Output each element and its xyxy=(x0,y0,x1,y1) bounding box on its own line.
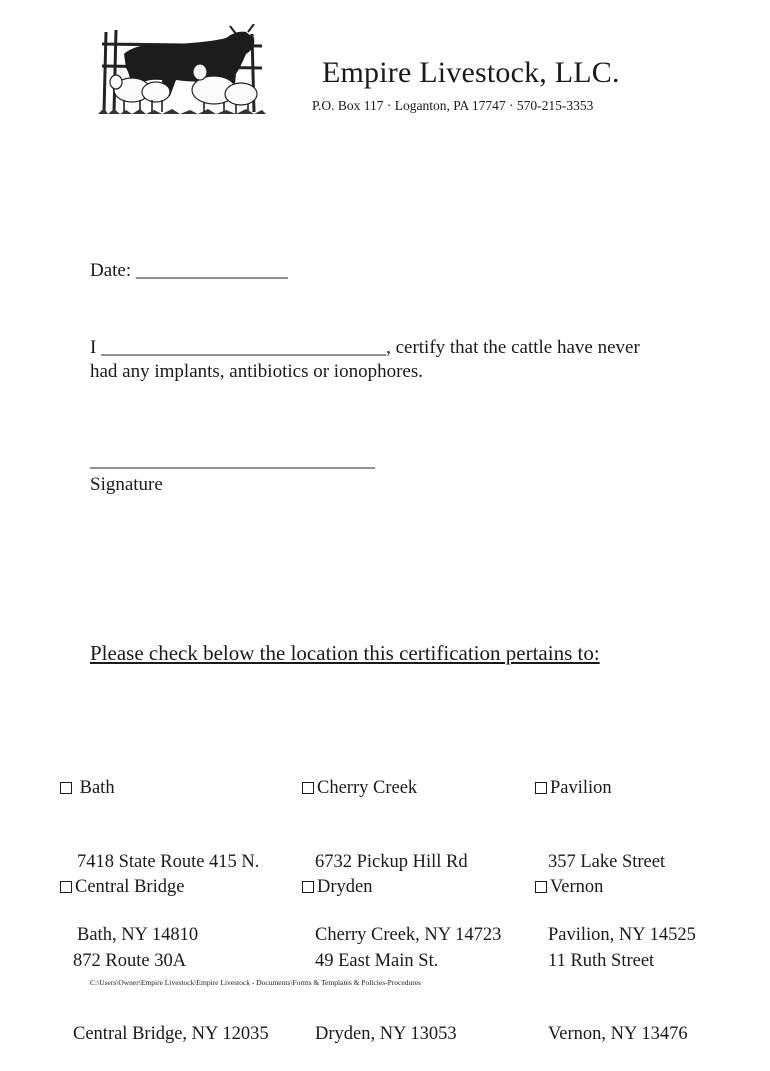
signature-label: Signature xyxy=(90,474,163,495)
cattle-and-sheep-logo-icon xyxy=(96,24,268,118)
date-field[interactable]: Date: ________________ xyxy=(90,260,288,281)
checkbox-vernon[interactable] xyxy=(535,881,547,893)
checkbox-central-bridge[interactable] xyxy=(60,881,72,893)
checkbox-dryden[interactable] xyxy=(302,881,314,893)
location-vernon[interactable]: Vernon 11 Ruth Street Vernon, NY 13476 xyxy=(535,826,688,1071)
certify-statement: had any implants, antibiotics or ionophores. xyxy=(90,361,423,382)
location-pavilion[interactable]: Pavilion 357 Lake Street Pavilion, NY 14525 xyxy=(535,727,696,972)
location-dryden[interactable]: Dryden 49 East Main St. Dryden, NY 13053 xyxy=(302,826,457,1071)
certify-name-field[interactable]: I ______________________________, certify that the cattle have never xyxy=(90,337,640,358)
company-address: P.O. Box 117 · Loganton, PA 17747 · 570-215-3353 xyxy=(312,98,594,113)
location-central-bridge[interactable]: Central Bridge 872 Route 30A Central Bridge, NY 12035 xyxy=(60,826,269,1071)
checkbox-cherry-creek[interactable] xyxy=(302,782,314,794)
checkbox-bath[interactable] xyxy=(60,782,72,794)
checkbox-pavilion[interactable] xyxy=(535,782,547,794)
signature-line[interactable]: ______________________________ xyxy=(90,450,375,471)
footer-file-path: C:\Users\Owner\Empire Livestock\Empire Livestock - Documents\Forms & Templates & Policies-Procedures xyxy=(90,978,421,987)
location-heading: Please check below the location this certification pertains to: xyxy=(90,641,600,665)
company-name: Empire Livestock, LLC. xyxy=(322,56,620,89)
location-cherry-creek[interactable]: Cherry Creek 6732 Pickup Hill Rd Cherry Creek, NY 14723 xyxy=(302,727,501,972)
location-bath[interactable]: Bath 7418 State Route 415 N. Bath, NY 14810 xyxy=(60,727,259,972)
